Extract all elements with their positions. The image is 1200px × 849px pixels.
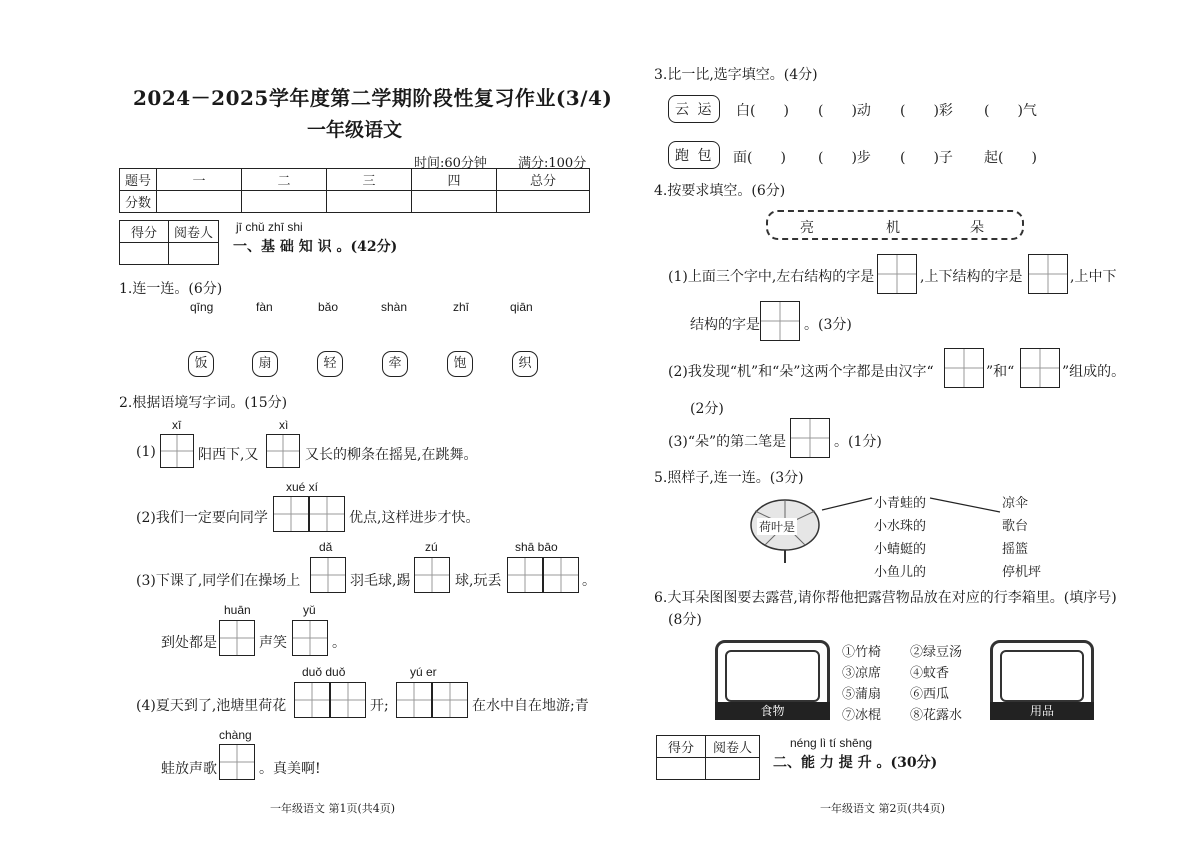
q1-pinyin: fàn <box>256 300 273 314</box>
score-cell[interactable] <box>497 191 590 213</box>
q1-pinyin: qiān <box>510 300 533 314</box>
q2-1-write-box[interactable] <box>160 434 194 468</box>
score-table-header: 题号 <box>120 169 157 191</box>
q4-2-text: (2分) <box>690 401 724 417</box>
score-table-header: 二 <box>242 169 327 191</box>
q5-leaf-label: 荷叶是 <box>759 520 796 534</box>
q2-4-pinyin: yú er <box>410 665 437 679</box>
q4-1-text: ,上中下 <box>1070 269 1117 285</box>
q2-4-text: (4)夏天到了,池塘里荷花 <box>136 698 287 714</box>
q2-3-text: 球,玩丢 <box>455 573 502 589</box>
q6-item: ②绿豆汤 <box>910 645 963 660</box>
q3-tag-1: 云 运 <box>668 95 720 123</box>
q2-4-write-box[interactable] <box>294 682 330 718</box>
exam-title: 2024－2025学年度第二学期阶段性复习作业(3/4) <box>133 86 613 110</box>
suitcase-supplies-slot[interactable] <box>1000 650 1084 702</box>
exam-time: 时间:60分钟 <box>414 156 487 171</box>
score-table-header: 一 <box>157 169 242 191</box>
q2-4-text: 在水中自在地游;青 <box>472 698 589 714</box>
q4-char: 朵 <box>970 220 984 236</box>
score-cell[interactable] <box>327 191 412 213</box>
exam-subtitle: 一年级语文 <box>307 119 403 141</box>
q1-pinyin: bǎo <box>318 300 339 314</box>
q4-title: 4.按要求填空。(6分) <box>654 183 786 199</box>
q2-4-write-box[interactable] <box>396 682 432 718</box>
q1-char[interactable]: 牵 <box>382 351 408 377</box>
q5-right-item[interactable]: 歌台 <box>1002 519 1029 534</box>
q1-pinyin: zhī <box>453 300 470 314</box>
q3-blank[interactable]: 白( ) <box>736 103 789 119</box>
q2-3b-write-box[interactable] <box>292 620 328 656</box>
q6-item: ①竹椅 <box>842 645 882 660</box>
q4-2-text: ”组成的。 <box>1062 364 1126 380</box>
score-table-header: 总分 <box>497 169 590 191</box>
q3-blank[interactable]: ( )步 <box>818 150 871 166</box>
page1-footer: 一年级语文 第1页(共4页) <box>270 802 396 815</box>
q2-3-pinyin: zú <box>425 540 438 554</box>
q6-score: (8分) <box>668 612 702 628</box>
q2-4b-pinyin: chàng <box>219 728 252 742</box>
q6-item: ③凉席 <box>842 666 882 681</box>
q5-left-item[interactable]: 小蜻蜓的 <box>874 542 927 557</box>
q4-2-write-box[interactable] <box>944 348 984 388</box>
q3-blank[interactable]: ( )气 <box>984 103 1037 119</box>
q5-left-item[interactable]: 小水珠的 <box>874 519 927 534</box>
q2-3-pinyin: dǎ <box>319 540 333 554</box>
q6-item: ④蚊香 <box>910 666 950 681</box>
exam-full-score: 满分:100分 <box>518 156 587 171</box>
grader-score-cell[interactable] <box>120 243 169 265</box>
q2-3b-write-box[interactable] <box>219 620 255 656</box>
q2-4b-text: 。真美啊! <box>259 761 321 777</box>
q4-char: 亮 <box>800 220 814 236</box>
q2-3-pinyin: shā bāo <box>515 540 558 554</box>
q6-item: ⑧花露水 <box>910 708 963 723</box>
q4-2-text: (2)我发现“机”和“朵”这两个字都是由汉字“ <box>668 364 934 380</box>
q1-pinyin: shàn <box>381 300 408 314</box>
q1-char[interactable]: 饱 <box>447 351 473 377</box>
score-cell[interactable] <box>412 191 497 213</box>
q4-1-write-box[interactable] <box>877 254 917 294</box>
score-cell[interactable] <box>242 191 327 213</box>
q2-3b-text: 到处都是 <box>161 635 217 651</box>
q4-1-text: (1)上面三个字中,左右结构的字是 <box>668 269 875 285</box>
suitcase-food-slot[interactable] <box>725 650 820 702</box>
score-cell[interactable] <box>157 191 242 213</box>
section2-title: 二、能 力 提 升 。(30分) <box>773 755 938 771</box>
section1-pinyin: jī chǔ zhī shi <box>236 220 303 234</box>
q4-3-write-box[interactable] <box>790 418 830 458</box>
q2-1-write-box[interactable] <box>266 434 300 468</box>
q2-2-write-box[interactable] <box>273 496 309 532</box>
q2-3b-pinyin: yǔ <box>303 603 316 617</box>
q4-char: 机 <box>886 220 900 236</box>
q2-1-text: 又长的柳条在摇晃,在跳舞。 <box>305 447 478 463</box>
q2-4-text: 开; <box>370 698 389 714</box>
score-table-label: 分数 <box>120 191 157 213</box>
suitcase-supplies-label: 用品 <box>990 702 1094 720</box>
q5-right-item[interactable]: 凉伞 <box>1002 496 1029 511</box>
grader-score-label: 得分 <box>657 736 706 758</box>
q2-2-pinyin: xué xí <box>286 480 319 494</box>
suitcase-food-label: 食物 <box>715 702 830 720</box>
q1-pinyin: qīng <box>190 300 214 314</box>
q2-4b-write-box[interactable] <box>219 744 255 780</box>
q2-1-num: (1) <box>136 444 156 460</box>
q2-3-write-box[interactable] <box>414 557 450 593</box>
q4-2-text: ”和“ <box>986 364 1015 380</box>
q3-blank[interactable]: 面( ) <box>733 150 786 166</box>
q3-blank[interactable]: ( )子 <box>900 150 953 166</box>
q2-title: 2.根据语境写字词。(15分) <box>119 395 288 411</box>
q2-4-write-box[interactable] <box>330 682 366 718</box>
q4-3-text: 。(1分) <box>834 434 882 450</box>
q5-left-item[interactable]: 小鱼儿的 <box>874 565 927 580</box>
score-table-header: 四 <box>412 169 497 191</box>
score-table-header: 三 <box>327 169 412 191</box>
q2-3-write-box[interactable] <box>543 557 579 593</box>
q3-title: 3.比一比,选字填空。(4分) <box>654 67 818 83</box>
q2-1-pinyin: xì <box>279 418 289 432</box>
q2-3-text: (3)下课了,同学们在操场上 <box>136 573 301 589</box>
q2-3-write-box[interactable] <box>507 557 543 593</box>
q5-right-item[interactable]: 摇篮 <box>1002 542 1029 557</box>
q2-4b-text: 蛙放声歌 <box>161 761 217 777</box>
q2-3b-text: 声笑 <box>259 635 287 651</box>
q3-tag-2: 跑 包 <box>668 141 720 169</box>
q2-1-pinyin: xī <box>172 418 182 432</box>
q6-item: ⑥西瓜 <box>910 687 950 702</box>
q3-blank[interactable]: 起( ) <box>984 150 1037 166</box>
grader-score-cell[interactable] <box>657 758 706 780</box>
section1-title: 一、基 础 知 识 。(42分) <box>233 239 398 255</box>
grader-name-label: 阅卷人 <box>706 736 760 758</box>
q2-4-pinyin: duǒ duǒ <box>302 665 346 679</box>
q1-char[interactable]: 饭 <box>188 351 214 377</box>
q4-1-text: ,上下结构的字是 <box>920 269 1023 285</box>
q6-item: ⑦冰棍 <box>842 708 882 723</box>
q4-1-text: 结构的字是 <box>690 317 760 333</box>
q4-1-write-box[interactable] <box>760 301 800 341</box>
q3-blank[interactable]: ( )彩 <box>900 103 953 119</box>
q3-blank[interactable]: ( )动 <box>818 103 871 119</box>
section2-pinyin: néng lì tí shēng <box>790 736 873 750</box>
q1-char[interactable]: 织 <box>512 351 538 377</box>
q4-3-text: (3)“朵”的第二笔是 <box>668 434 787 450</box>
q2-3-text: 。 <box>582 573 596 589</box>
q2-4-write-box[interactable] <box>432 682 468 718</box>
q2-2-write-box[interactable] <box>309 496 345 532</box>
q5-right-item[interactable]: 停机坪 <box>1002 565 1042 580</box>
q4-1-text: 。(3分) <box>804 317 852 333</box>
q4-2-write-box[interactable] <box>1020 348 1060 388</box>
q6-title: 6.大耳朵图图要去露营,请你帮他把露营物品放在对应的行李箱里。(填序号) <box>654 590 1117 606</box>
q2-2-text: (2)我们一定要向同学 <box>136 510 268 526</box>
grader-table <box>119 220 219 265</box>
grader-name-cell[interactable] <box>706 758 760 780</box>
grader-name-cell[interactable] <box>169 243 219 265</box>
q1-title: 1.连一连。(6分) <box>119 281 223 297</box>
q1-char[interactable]: 扇 <box>252 351 278 377</box>
page2-footer: 一年级语文 第2页(共4页) <box>820 802 946 815</box>
score-table <box>119 168 590 213</box>
grader-table-2 <box>656 735 760 780</box>
q6-item: ⑤蒲扇 <box>842 687 882 702</box>
grader-score-label: 得分 <box>120 221 169 243</box>
q2-3b-pinyin: huān <box>224 603 251 617</box>
q5-title: 5.照样子,连一连。(3分) <box>654 470 804 486</box>
q2-2-text: 优点,这样进步才快。 <box>349 510 480 526</box>
q4-1-write-box[interactable] <box>1028 254 1068 294</box>
q2-3-write-box[interactable] <box>310 557 346 593</box>
q2-1-text: 阳西下,又 <box>198 447 259 463</box>
q2-3b-text: 。 <box>332 635 346 651</box>
grader-name-label: 阅卷人 <box>169 221 219 243</box>
q2-3-text: 羽毛球,踢 <box>350 573 411 589</box>
q1-char[interactable]: 轻 <box>317 351 343 377</box>
q5-left-item[interactable]: 小青蛙的 <box>874 496 927 511</box>
